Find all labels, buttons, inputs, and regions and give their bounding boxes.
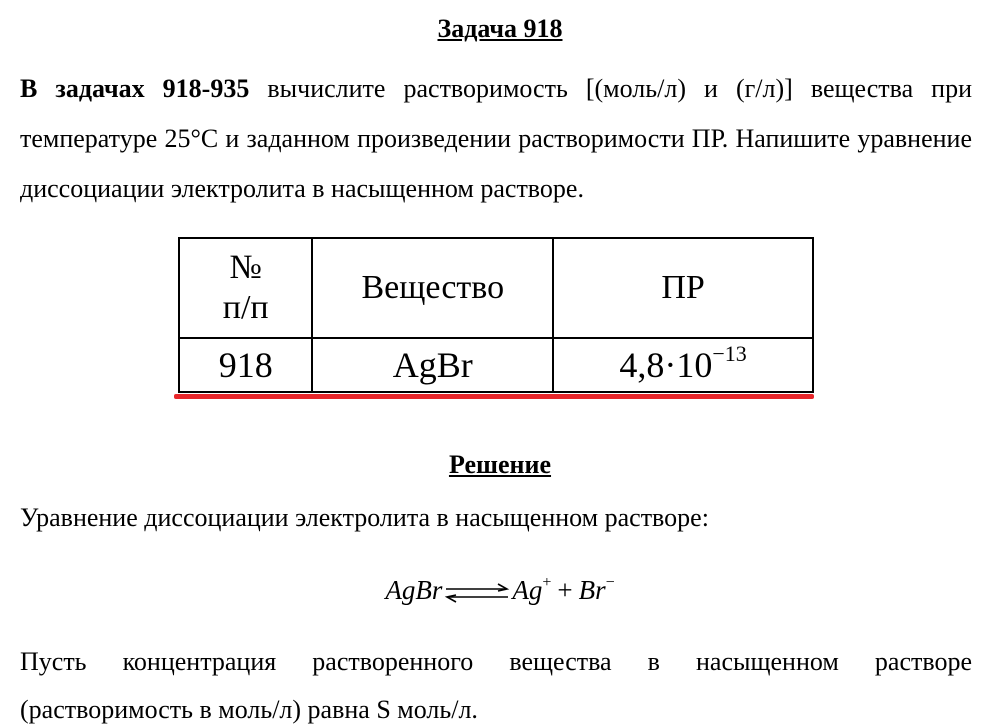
equation-product2: Br <box>578 575 606 605</box>
task-title: Задача 918 <box>437 14 563 43</box>
let-text: Пусть концентрация растворенного вещества в насыщенном растворе <box>20 647 972 676</box>
table-row <box>179 338 813 392</box>
header-number-line1: № <box>229 249 262 286</box>
cell-sp-mantissa: 4,8·10 <box>619 345 713 385</box>
cell-sp-exponent: −13 <box>712 341 747 366</box>
dissociation-equation <box>0 570 1000 610</box>
task-intro-text: вычислите растворимость [(моль/л) и (г/л)] вещества при температуре 25°С и заданном произведении растворимости ПР. Напишите уравнение диссоциации электролита в насыщенном растворе. <box>20 74 972 203</box>
equation-product2-charge: − <box>605 574 615 591</box>
header-substance: Вещество <box>312 238 553 338</box>
equation-product1-charge: + <box>542 574 552 591</box>
data-table-wrapper <box>178 237 815 393</box>
cell-number: 918 <box>179 338 312 392</box>
let-text-continued: (растворимость в моль/л) равна S моль/л. <box>20 695 478 724</box>
equation-product1: Ag <box>512 575 543 605</box>
equilibrium-arrows-icon <box>444 582 510 604</box>
data-table <box>178 237 814 393</box>
task-intro <box>20 64 972 214</box>
task-intro-bold: В задачах 918-935 <box>20 74 250 103</box>
table-header-row <box>179 238 813 338</box>
header-sp: ПР <box>553 238 813 338</box>
equation-plus: + <box>557 575 573 605</box>
red-underline-mark <box>174 394 814 399</box>
equation-reactant: AgBr <box>385 575 443 605</box>
cell-sp <box>553 338 813 392</box>
solution-title: Решение <box>448 450 552 479</box>
cell-substance: AgBr <box>312 338 553 392</box>
header-number-line2: п/п <box>222 289 269 326</box>
dissociation-text: Уравнение диссоциации электролита в насыщенном растворе: <box>20 503 709 532</box>
header-number <box>179 238 312 338</box>
